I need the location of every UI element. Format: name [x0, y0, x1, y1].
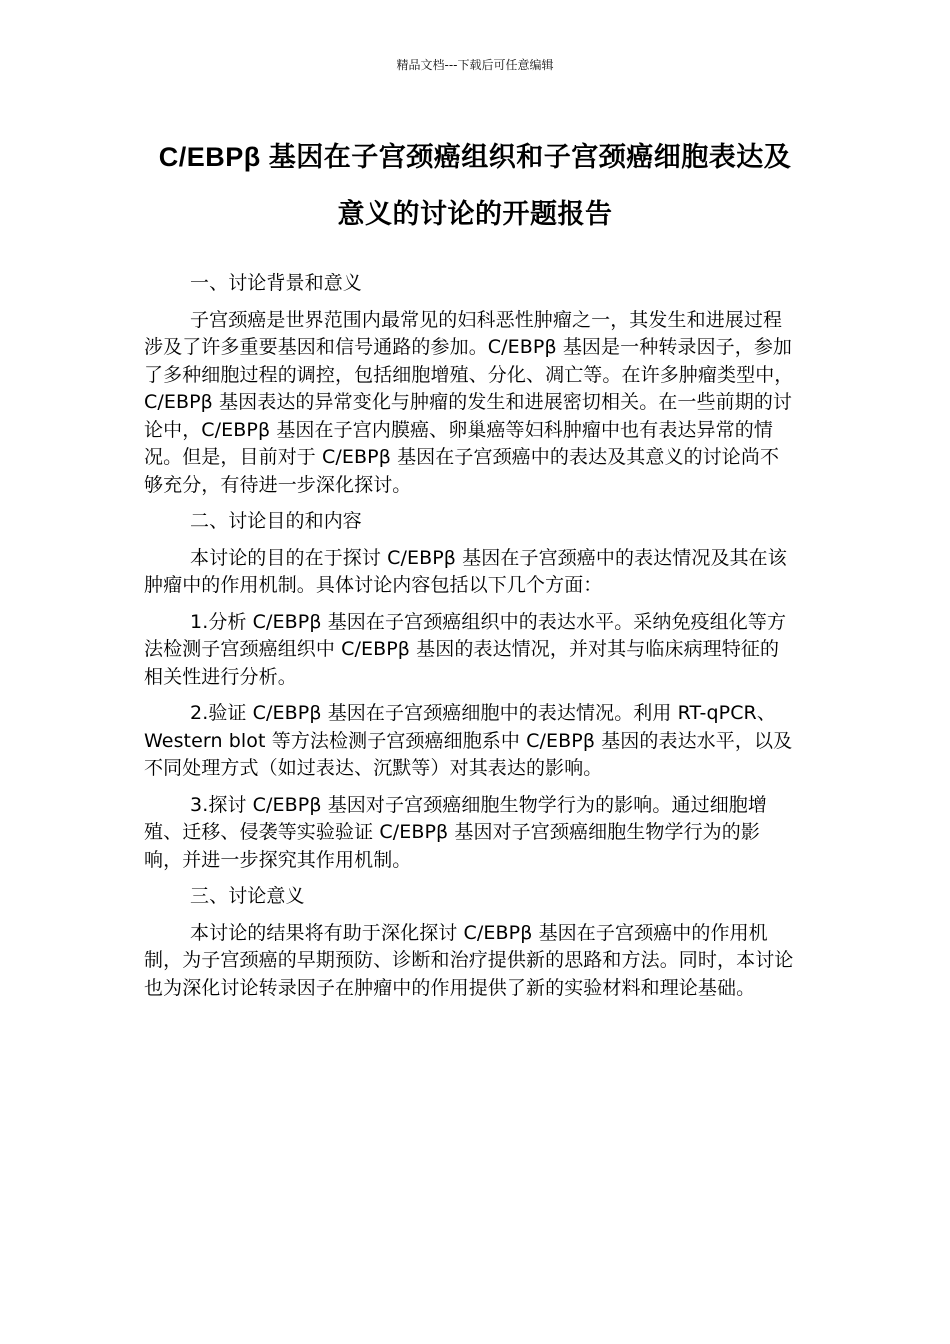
section-heading-significance: 三、讨论意义 [190, 885, 305, 907]
page-header-note: 精品文档---下载后可任意编辑 [396, 58, 554, 72]
document-body [144, 270, 794, 1011]
paragraph-significance: 本讨论的结果将有助于深化探讨 C/EBPβ 基因在子宫颈癌中的作用机制，为子宫颈癌的早期预防、诊断和治疗提供新的思路和方法。同时，本讨论也为深化讨论转录因子在肿瘤中的作用提供了新的实验材料和理论基础。 [144, 921, 794, 999]
section-heading-background: 一、讨论背景和意义 [190, 272, 362, 294]
paragraph-background: 子宫颈癌是世界范围内最常见的妇科恶性肿瘤之一，其发生和进展过程涉及了许多重要基因和信号通路的参加。C/EBPβ 基因是一种转录因子，参加了多种细胞过程的调控，包括细胞增殖、分化、凋亡等。在许多肿瘤类型中，C/EBPβ 基因表达的异常变化与肿瘤的发生和进展密切相关。在一些前期的讨论中，C/EBPβ 基因在子宫内膜癌、卵巢癌等妇科肿瘤中也有表达异常的情况。但是，目前对于 C/EBPβ 基因在子宫颈癌中的表达及其意义的讨论尚不够充分，有待进一步深化探讨。 [144, 308, 794, 496]
paragraph-objectives-intro: 本讨论的目的在于探讨 C/EBPβ 基因在子宫颈癌中的表达情况及其在该肿瘤中的作用机制。具体讨论内容包括以下几个方面： [144, 546, 787, 596]
section-heading-objectives: 二、讨论目的和内容 [190, 510, 362, 532]
list-item-1: 1.分析 C/EBPβ 基因在子宫颈癌组织中的表达水平。采纳免疫组化等方法检测子宫颈癌组织中 C/EBPβ 基因的表达情况，并对其与临床病理特征的相关性进行分析。 [144, 610, 787, 688]
document-title-line-1: C/EBPβ 基因在子宫颈癌组织和子宫颈癌细胞表达及 [158, 142, 792, 172]
document-title-line-2: 意义的讨论的开题报告 [337, 199, 613, 229]
list-item-3: 3.探讨 C/EBPβ 基因对子宫颈癌细胞生物学行为的影响。通过细胞增殖、迁移、侵袭等实验验证 C/EBPβ 基因对子宫颈癌细胞生物学行为的影响，并进一步探究其作用机制。 [144, 793, 767, 871]
list-item-2: 2.验证 C/EBPβ 基因在子宫颈癌细胞中的表达情况。利用 RT-qPCR、Western blot 等方法检测子宫颈癌细胞系中 C/EBPβ 基因的表达水平，以及不同处理方式（如过表达、沉默等）对其表达的影响。 [144, 702, 793, 779]
